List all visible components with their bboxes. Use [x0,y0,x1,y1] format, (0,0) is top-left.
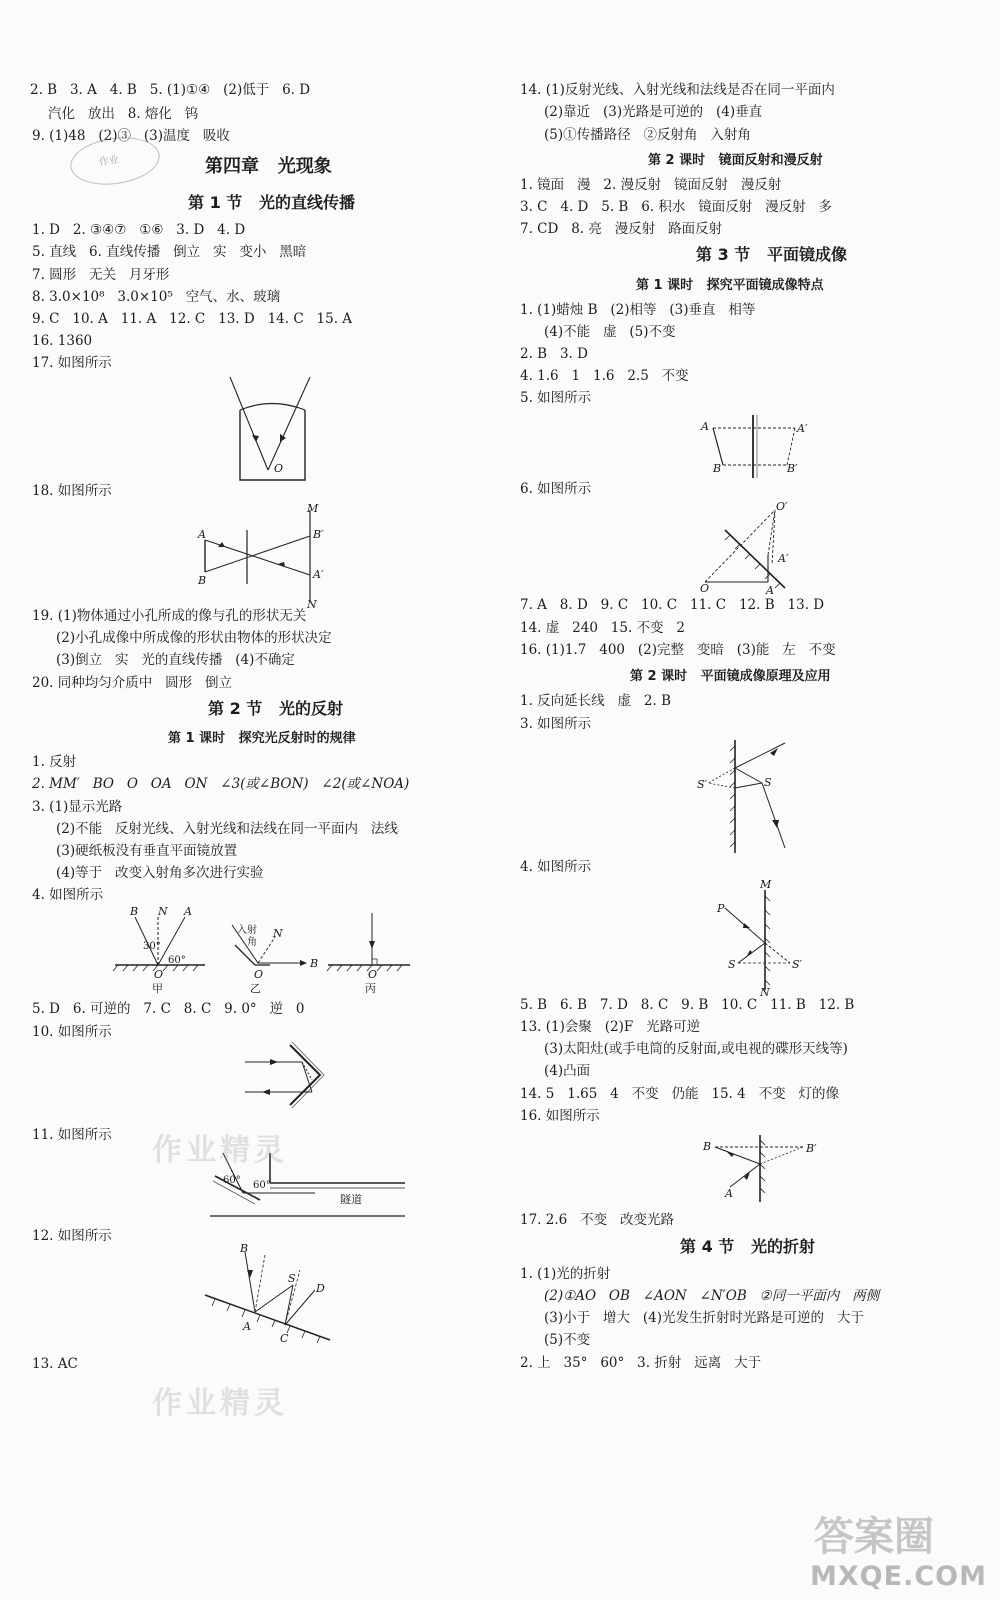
answer-line: 16. (1)1.7 400 (2)完整 变暗 (3)能 左 不变 [520,642,836,658]
svg-text:B′: B′ [806,1142,817,1155]
section-title: 第 4 节 光的折射 [680,1237,815,1256]
answer-line: (4)等于 改变入射角多次进行实验 [56,865,264,881]
answer-line: 2. B 3. D [520,346,588,362]
svg-text:S′: S′ [697,778,708,791]
svg-text:S: S [728,958,736,971]
svg-text:60°: 60° [223,1175,241,1186]
answer-line: (4)不能 虚 (5)不变 [544,324,676,340]
stamp-mark: 作业 [67,132,163,190]
answer-line: 7. 圆形 无关 月牙形 [32,267,170,283]
svg-text:O: O [254,968,264,981]
svg-text:S: S [288,1272,296,1285]
lesson-title: 第 2 课时 平面镜成像原理及应用 [630,669,831,684]
answer-line: 20. 同种均匀介质中 圆形 倒立 [32,675,233,691]
answer-line: (2)靠近 (3)光路是可逆的 (4)垂直 [544,104,763,120]
section-title: 第 3 节 平面镜成像 [696,245,847,264]
svg-text:N: N [273,927,283,940]
answer-line: 16. 如图所示 [520,1108,600,1124]
answer-line: 2. 上 35° 60° 3. 折射 远离 大于 [520,1355,762,1371]
svg-text:B: B [240,1242,249,1255]
lesson-title: 第 2 课时 镜面反射和漫反射 [648,153,823,168]
label: O [274,462,284,475]
answer-line: 4. 如图所示 [520,859,592,875]
svg-text:N: N [760,986,770,999]
svg-text:甲: 甲 [152,982,163,995]
answer-line: 14. (1)反射光线、入射光线和法线是否在同一平面内 [520,82,835,98]
answer-line: (5)①传播路径 ②反射角 入射角 [544,127,751,143]
answer-line: (5)不变 [544,1332,591,1348]
answer-line: 1. (1)光的折射 [520,1266,611,1282]
answer-line: 4. 1.6 1 1.6 2.5 不变 [520,368,689,384]
svg-text:D: D [316,1282,325,1295]
svg-text:丙: 丙 [365,982,376,995]
answer-line: 1. D 2. ③④⑦ ①⑥ 3. D 4. D [32,222,246,238]
chapter-title: 第四章 光现象 [205,156,332,177]
svg-text:A: A [184,905,192,918]
svg-text:乙: 乙 [250,982,261,995]
watermark: 作业精灵 [152,1133,288,1168]
svg-text:M: M [307,502,319,515]
answer-line: 1. (1)蜡烛 B (2)相等 (3)垂直 相等 [520,302,756,318]
svg-text:A′: A′ [778,552,789,565]
svg-text:60°: 60° [168,955,186,966]
svg-text:P: P [717,902,725,915]
answer-line: 8. 3.0×10⁸ 3.0×10⁵ 空气、水、玻璃 [32,289,281,305]
answer-line: 3. (1)显示光路 [32,799,123,815]
answer-line: 6. 如图所示 [520,481,592,497]
answer-line: (2)①AO OB ∠AON ∠N′OB ②同一平面内 两侧 [544,1288,880,1304]
section-title: 第 2 节 光的反射 [208,699,343,718]
answer-line: 17. 如图所示 [32,355,112,371]
figure-17-diagram [210,372,340,484]
svg-text:隧道: 隧道 [340,1193,362,1206]
svg-text:N: N [307,598,317,611]
answer-line: 13. (1)会聚 (2)F 光路可逆 [520,1019,701,1035]
answer-line: 7. A 8. D 9. C 10. C 11. C 12. B 13. D [520,597,825,613]
svg-text:M: M [760,878,772,891]
svg-text:B: B [198,574,207,587]
answer-line: 14. 5 1.65 4 不变 仍能 15. 4 不变 灯的像 [520,1086,839,1102]
answer-line: (2)不能 反射光线、入射光线和法线在同一平面内 法线 [56,821,398,837]
svg-text:A: A [725,1187,733,1200]
answer-line: 9. (1)48 (2)③ (3)温度 吸收 [32,128,230,144]
answer-line: (4)凸面 [544,1063,591,1079]
answer-line: 4. 如图所示 [32,887,104,903]
answer-line: 5. B 6. B 7. D 8. C 9. B 10. C 11. B 12. B [520,997,855,1013]
svg-text:A: A [243,1320,251,1333]
svg-text:B′: B′ [313,528,324,541]
figure-r6-diagram [700,500,805,595]
answer-line: 3. 如图所示 [520,716,592,732]
svg-text:A: A [198,528,206,541]
svg-text:B: B [130,905,139,918]
answer-line: 5. D 6. 可逆的 7. C 8. C 9. 0° 逆 0 [32,1001,305,1017]
answer-line: 17. 2.6 不变 改变光路 [520,1212,674,1228]
svg-text:A: A [766,584,774,597]
svg-text:30°: 30° [143,941,161,952]
svg-text:60°: 60° [253,1180,271,1191]
answer-line: (3)倒立 实 光的直线传播 (4)不确定 [56,652,295,668]
answer-line: 16. 1360 [32,333,93,349]
svg-text:入射: 入射 [237,925,257,936]
svg-text:A′: A′ [313,568,324,581]
answer-line: 10. 如图所示 [32,1024,112,1040]
answer-line: 1. 镜面 漫 2. 漫反射 镜面反射 漫反射 [520,177,782,193]
svg-text:A′: A′ [797,422,808,435]
answer-line: 2. B 3. A 4. B 5. (1)①④ (2)低于 6. D [30,82,311,98]
lesson-title: 第 1 课时 探究光反射时的规律 [168,731,356,746]
answer-line: 9. C 10. A 11. A 12. C 13. D 14. C 15. A [32,311,353,327]
svg-text:角: 角 [247,937,257,948]
svg-text:B: B [310,957,319,970]
answer-line: 11. 如图所示 [32,1127,112,1143]
svg-text:B: B [713,462,722,475]
brand-url-text: MXQE.COM [810,1561,987,1592]
brand-logo-text: 答案圈 [814,1514,934,1560]
svg-text:O: O [368,968,378,981]
svg-text:A: A [701,420,709,433]
answer-line: (3)硬纸板没有垂直平面镜放置 [56,843,238,859]
figure-10-diagram [240,1040,330,1115]
answer-line: 汽化 放出 8. 熔化 钨 [48,106,199,122]
answer-line: (3)小于 增大 (4)光发生折射时光路是可逆的 大于 [544,1310,864,1326]
answer-line: (3)太阳灶(或手电筒的反射面,或电视的碟形天线等) [544,1041,848,1057]
svg-text:S: S [764,776,772,789]
answer-line: 14. 虚 240 15. 不变 2 [520,620,685,636]
watermark: 作业精灵 [152,1386,288,1421]
svg-text:C: C [280,1332,289,1345]
lesson-title: 第 1 课时 探究平面镜成像特点 [636,278,824,293]
section-title: 第 1 节 光的直线传播 [188,193,355,212]
answer-line: 12. 如图所示 [32,1228,112,1244]
answer-line: 18. 如图所示 [32,483,112,499]
answer-line: 2. MM′ BO O OA ON ∠3(或∠BON) ∠2(或∠NOA) [32,776,410,792]
brand-watermark [800,1505,1000,1600]
svg-text:O: O [700,582,710,595]
svg-text:O′: O′ [776,500,788,513]
answer-line: 1. 反射 [32,754,77,770]
answer-line: 19. (1)物体通过小孔所成的像与孔的形状无关 [32,608,307,624]
figure-18-diagram [195,500,345,610]
figure-r5-diagram [695,410,820,480]
answer-line: 1. 反向延长线 虚 2. B [520,693,672,709]
figure-r4-diagram [717,878,820,999]
answer-line: (2)小孔成像中所成像的形状由物体的形状决定 [56,630,332,646]
answer-line: 7. CD 8. 亮 漫反射 路面反射 [520,221,723,237]
figure-r3-diagram [697,738,800,856]
answer-line: 5. 直线 6. 直线传播 倒立 实 变小 黑暗 [32,244,307,260]
svg-text:S′: S′ [792,958,803,971]
svg-text:O: O [154,968,164,981]
answer-line: 13. AC [32,1356,78,1372]
figure-r16-diagram [700,1132,835,1204]
svg-text:N: N [158,905,168,918]
figure-12-diagram [200,1240,340,1350]
svg-text:B: B [703,1140,712,1153]
svg-text:B′: B′ [787,462,798,475]
figure-4-diagram [110,905,415,997]
answer-line: 5. 如图所示 [520,390,592,406]
answer-line: 3. C 4. D 5. B 6. 积水 镜面反射 漫反射 多 [520,199,833,215]
